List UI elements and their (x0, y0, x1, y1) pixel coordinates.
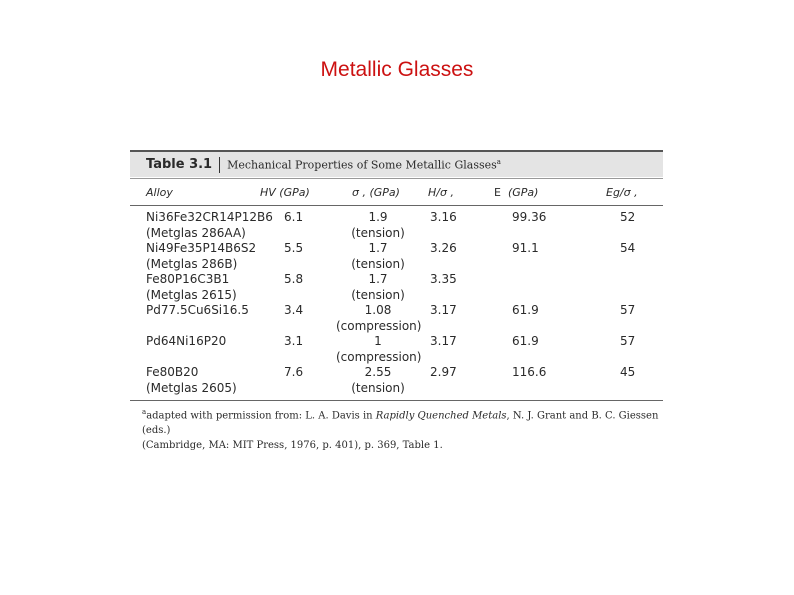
alloy-name: Pd64Ni16P20 (146, 334, 227, 348)
eg-sigma-value: 45 (620, 365, 636, 379)
sigma-value: 1.7 (368, 272, 388, 286)
e-value (478, 272, 580, 303)
e-value: 99.36 (512, 210, 547, 224)
e-value: 61.9 (512, 303, 539, 317)
table-header-row (130, 178, 663, 206)
footnote-marker: a (142, 408, 147, 416)
hv-value: 3.1 (284, 334, 304, 348)
header-e (478, 186, 580, 199)
sigma-value: 1.08 (364, 303, 392, 317)
alloy-note: (Metglas 286AA) (146, 225, 246, 240)
footnote-text-line2: (Cambridge, MA: MIT Press, 1976, p. 401), p. 369, Table 1. (142, 440, 443, 452)
e-value: 91.1 (512, 241, 539, 255)
header-sigma: σ , (GPa) (352, 185, 400, 199)
hv-value: 6.1 (284, 210, 304, 224)
table-caption (130, 150, 663, 177)
eg-sigma-value (580, 272, 650, 303)
caption-footnote-marker: a (496, 157, 501, 166)
sigma-note: (tension) (351, 225, 405, 240)
e-value: 61.9 (512, 334, 539, 348)
footnote-book-title: Rapidly Quenched Metals (375, 410, 507, 422)
sigma-value: 1 (374, 334, 382, 348)
header-eg-sigma: Eg/σ , (606, 185, 638, 199)
e-value: 116.6 (512, 365, 547, 379)
alloy-note: (Metglas 286B) (146, 256, 238, 271)
footnote-text-b: , N. J. Grant and B. C. Giessen (eds.) (142, 410, 659, 437)
table-figure (130, 150, 663, 453)
table-caption-text: Mechanical Properties of Some Metallic Glasses (227, 158, 497, 172)
hv-value: 5.8 (284, 272, 304, 286)
sigma-note: (tension) (351, 256, 405, 271)
table-row (130, 272, 663, 303)
h-sigma-value: 3.16 (430, 210, 457, 224)
sigma-value: 1.9 (368, 210, 388, 224)
eg-sigma-value: 54 (620, 241, 636, 255)
h-sigma-value: 2.97 (430, 365, 457, 379)
sigma-value: 1.7 (368, 241, 388, 255)
h-sigma-value: 3.35 (430, 272, 457, 286)
slide-title: Metallic Glasses (320, 58, 474, 81)
h-sigma-value: 3.26 (430, 241, 457, 255)
sigma-note: (compression) (336, 318, 422, 333)
header-hv: HV (GPa) (260, 185, 310, 199)
hv-value: 3.4 (284, 303, 304, 317)
header-alloy: Alloy (146, 185, 173, 199)
table-row (130, 210, 663, 241)
h-sigma-value: 3.17 (430, 334, 457, 348)
table-row (130, 241, 663, 272)
alloy-name: Ni36Fe32CR14P12B6 (146, 210, 273, 224)
alloy-note: (Metglas 2605) (146, 380, 237, 395)
h-sigma-value: 3.17 (430, 303, 457, 317)
alloy-name: Fe80P16C3B1 (146, 272, 230, 286)
sigma-value: 2.55 (364, 365, 392, 379)
caption-divider (219, 157, 220, 173)
header-h-sigma: H/σ , (428, 185, 454, 199)
alloy-name: Ni49Fe35P14B6S2 (146, 241, 257, 255)
table-row (130, 365, 663, 396)
header-e-symbol: E (494, 185, 501, 199)
hv-value: 7.6 (284, 365, 304, 379)
alloy-note: (Metglas 2615) (146, 287, 237, 302)
alloy-name: Fe80B20 (146, 365, 199, 379)
sigma-note: (tension) (351, 287, 405, 302)
eg-sigma-value: 57 (620, 303, 636, 317)
eg-sigma-value: 52 (620, 210, 636, 224)
alloy-name: Pd77.5Cu6Si16.5 (146, 303, 249, 317)
table-row (130, 303, 663, 334)
table-footnote (130, 401, 663, 453)
header-e-unit: (GPa) (507, 185, 539, 199)
hv-value: 5.5 (284, 241, 304, 255)
table-row (130, 334, 663, 365)
eg-sigma-value: 57 (620, 334, 636, 348)
footnote-text-a: adapted with permission from: L. A. Davis in (146, 410, 376, 422)
table-body (130, 206, 663, 396)
table-number: Table 3.1 (146, 157, 213, 172)
sigma-note: (tension) (351, 380, 405, 395)
sigma-note: (compression) (336, 349, 422, 364)
